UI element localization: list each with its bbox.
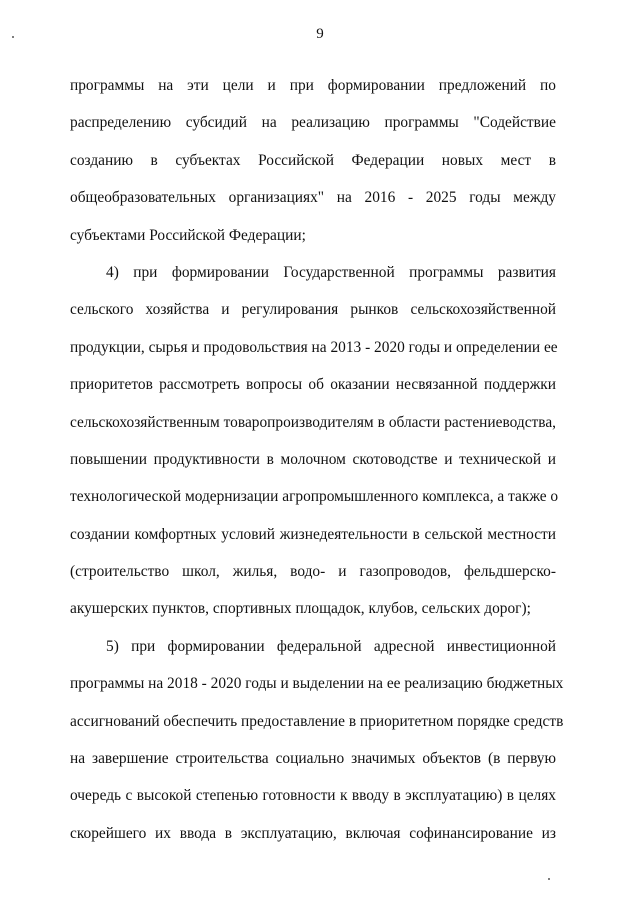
text-line: технологической модернизации агропромышленного комплекса, а также о [70,488,559,506]
text-line: распределению субсидий на реализацию программы "Содействие [70,114,556,132]
text-line: 5) при формировании федеральной адресной инвестиционной [106,637,556,655]
text-line: скорейшего их ввода в эксплуатацию, включая софинансирование из [70,824,556,842]
text-line: создании комфортных условий жизнедеятельности в сельской местности [70,525,556,543]
paragraph [70,635,564,859]
text-line: повышении продуктивности в молочном скотоводстве и технической и [70,450,556,468]
text-line: программы на эти цели и при формировании предложений по [70,77,556,94]
text-line: очередь с высокой степенью готовности к вводу в эксплуатацию) в целях [70,787,556,805]
text-line: программы на 2018 - 2020 годы и выделении на ее реализацию бюджетных [70,675,564,693]
text-line: на завершение строительства социально значимых объектов (в первую [70,750,556,768]
text-line: продукции, сырья и продовольствия на 2013 - 2020 годы и определении ее [70,338,558,356]
text-line: сельскохозяйственным товаропроизводителям в области растениеводства, [70,413,556,431]
text-line: приоритетов рассмотреть вопросы об оказании несвязанной поддержки [70,376,556,394]
body-text [70,74,564,859]
text-line: субъектами Российской Федерации; [70,226,306,244]
text-line: ассигнований обеспечить предоставление в приоритетном порядке средств [70,712,564,730]
text-line: акушерских пунктов, спортивных площадок, клубов, сельских дорог); [70,600,531,618]
paragraph [70,261,559,635]
text-line: созданию в субъектах Российской Федерации новых мест в [70,151,556,169]
text-line: общеобразовательных организациях" на 2016 - 2025 годы между [70,189,556,207]
page-number: 9 [316,26,324,42]
text-line: 4) при формировании Государственной программы развития [106,263,556,281]
paragraph [70,74,556,261]
scan-speck [548,878,550,880]
text-line: сельского хозяйства и регулирования рынков сельскохозяйственной [70,301,556,319]
text-line: (строительство школ, жилья, водо- и газопроводов, фельдшерско- [70,563,556,581]
